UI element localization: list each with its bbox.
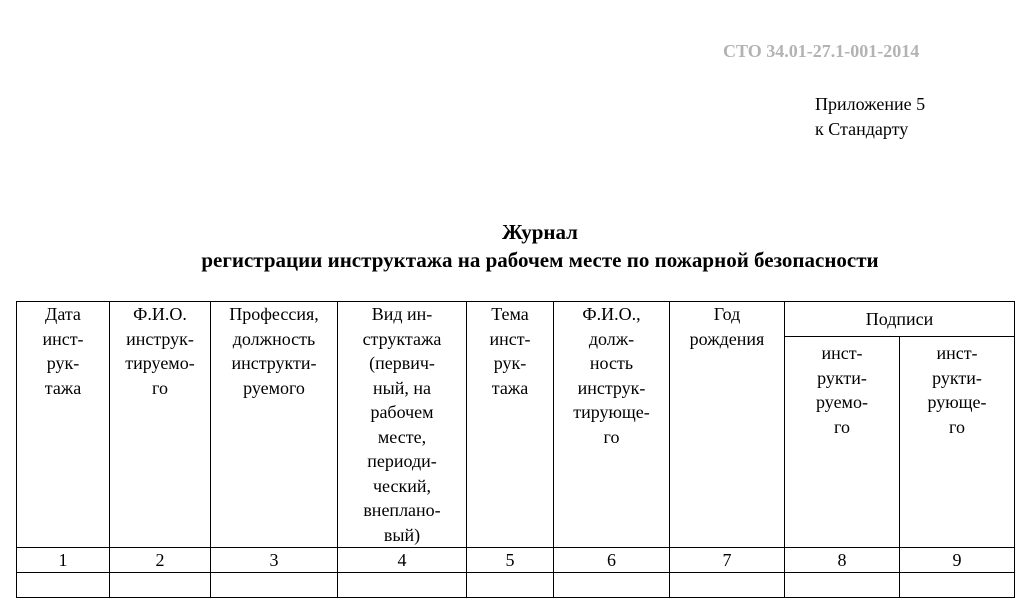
header-signature-trainee: инст- рукти- руемо- го bbox=[785, 337, 900, 548]
standard-code: СТО 34.01-27.1-001-2014 bbox=[723, 41, 920, 61]
appendix-reference bbox=[815, 92, 925, 142]
table-cell bbox=[900, 573, 1015, 598]
column-number: 2 bbox=[110, 548, 211, 573]
table-cell bbox=[211, 573, 338, 598]
appendix-number: Приложение 5 bbox=[815, 94, 926, 114]
header-instructor-name: Ф.И.О., долж- ность инструк- тирующе- го bbox=[554, 302, 670, 548]
table-cell bbox=[338, 573, 467, 598]
document-title bbox=[0, 218, 1024, 274]
appendix-standard: к Стандарту bbox=[815, 119, 909, 139]
table-cell bbox=[110, 573, 211, 598]
table-cell bbox=[785, 573, 900, 598]
registration-journal-table bbox=[16, 301, 1015, 598]
column-number: 6 bbox=[554, 548, 670, 573]
table-cell bbox=[554, 573, 670, 598]
table-cell bbox=[670, 573, 785, 598]
table-row bbox=[17, 573, 1015, 598]
title-subject: регистрации инструктажа на рабочем месте по пожарной безопасности bbox=[201, 248, 879, 272]
header-briefing-topic: Тема инст- рук- тажа bbox=[467, 302, 554, 548]
table-cell bbox=[17, 573, 110, 598]
column-number: 9 bbox=[900, 548, 1015, 573]
title-journal: Журнал bbox=[502, 220, 578, 244]
column-number: 5 bbox=[467, 548, 554, 573]
header-signature-instructor: инст- рукти- рующе- го bbox=[900, 337, 1015, 548]
header-date: Дата инст- рук- тажа bbox=[17, 302, 110, 548]
column-number: 8 bbox=[785, 548, 900, 573]
column-number: 4 bbox=[338, 548, 467, 573]
header-trainee-position: Профессия, должность инструкти- руемого bbox=[211, 302, 338, 548]
column-number: 3 bbox=[211, 548, 338, 573]
header-briefing-type: Вид ин- структажа (первич- ный, на рабочем месте, периоди- ческий, внеплано- вый) bbox=[338, 302, 467, 548]
header-signatures: Подписи bbox=[785, 302, 1015, 337]
header-trainee-name: Ф.И.О. инструк- тируемо- го bbox=[110, 302, 211, 548]
header-birth-year: Год рождения bbox=[670, 302, 785, 548]
column-number: 1 bbox=[17, 548, 110, 573]
column-number: 7 bbox=[670, 548, 785, 573]
table-cell bbox=[467, 573, 554, 598]
